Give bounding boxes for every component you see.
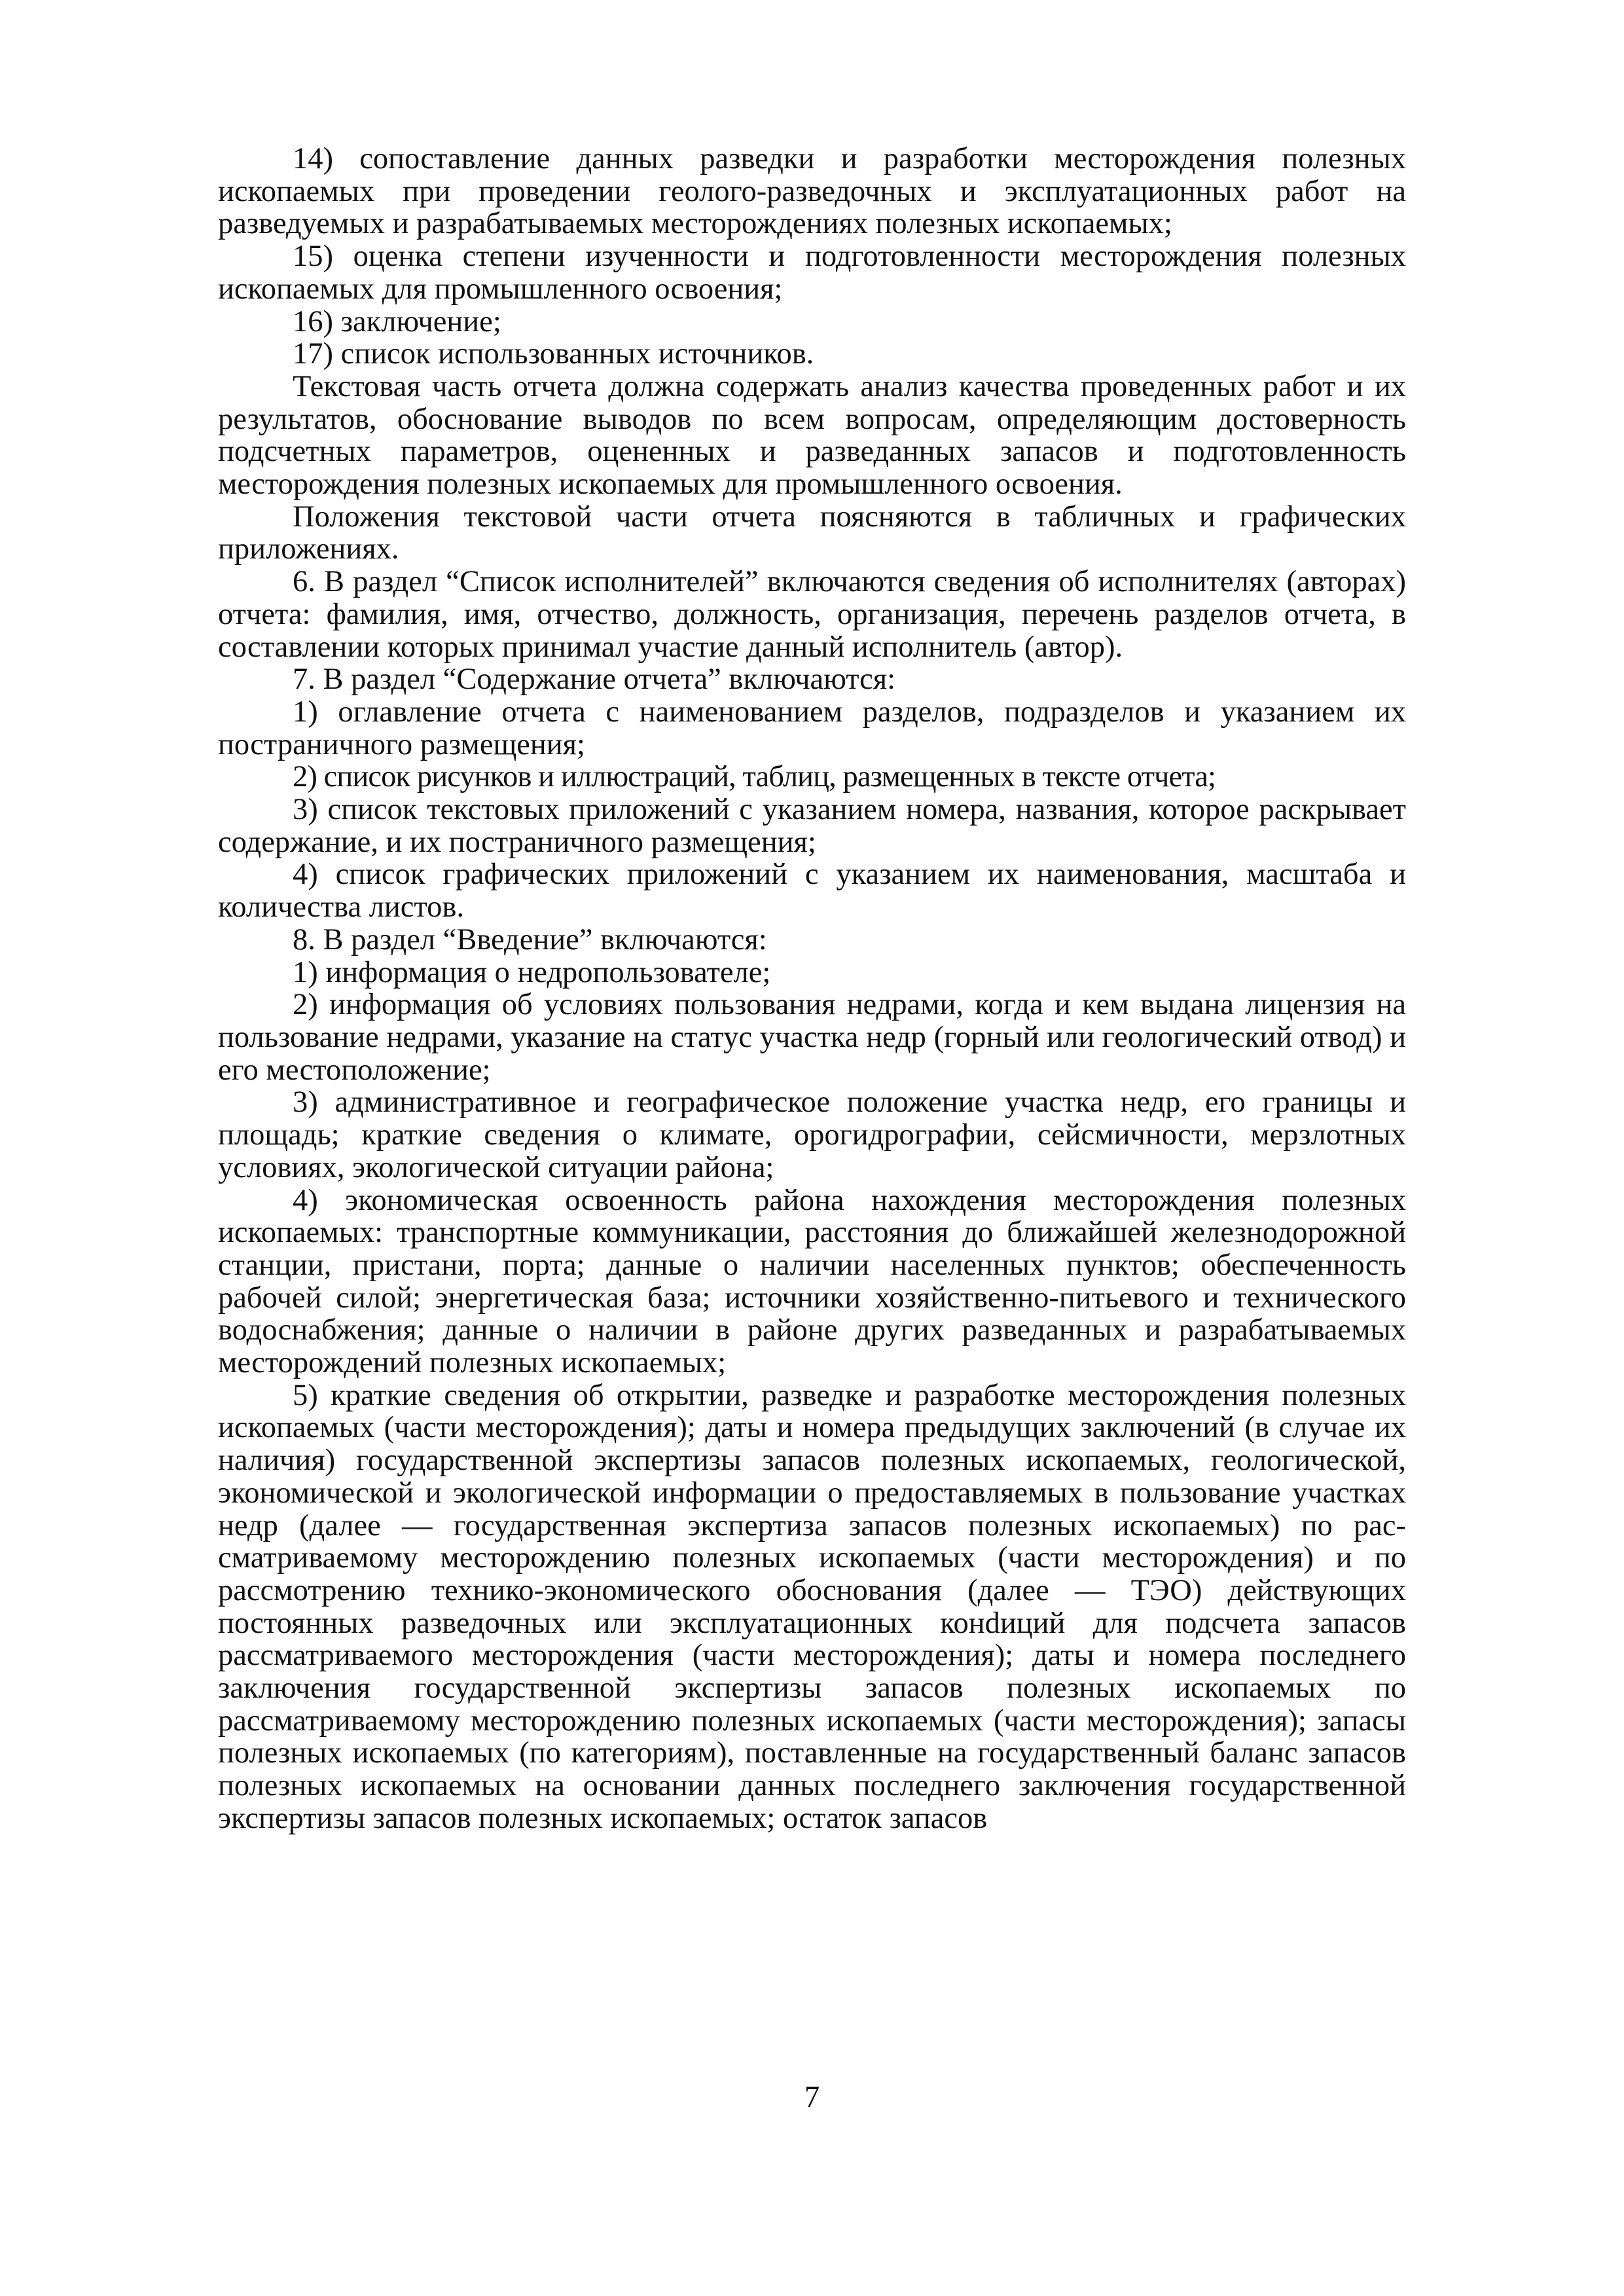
- paragraph-section-7-item-2: 2) список рисунков и иллюстраций, таблиц, размещенных в тексте отчета;: [293, 760, 1216, 794]
- paragraph-section-8-item-3: 3) административное и географическое положение участка недр, его границы и площадь; краткие сведения о климате, орогидрографии, сейсмичности, мерзлотных условиях, экологической ситуации района;: [218, 1085, 1406, 1184]
- paragraph-item-17: 17) список использованных источников.: [293, 337, 814, 371]
- paragraph-section-8-heading: 8. В раздел “Введение” включаются:: [293, 922, 767, 957]
- paragraph-section-8-item-2: 2) информация об условиях пользования недрами, когда и кем выдана лицензия на пользование недрами, указание на статус участка недр (горный или геологический отвод) и его местоположение;: [218, 988, 1406, 1087]
- paragraph-appendices: Положения текстовой части отчета поясняются в табличных и графических приложениях.: [218, 500, 1406, 566]
- paragraph-section-7-item-3: 3) список текстовых приложений с указанием номера, названия, которое раскрывает содержание, и их постраничного размещения;: [218, 793, 1406, 859]
- paragraph-section-8-item-1: 1) информация о недропользователе;: [293, 955, 771, 989]
- paragraph-section-7-item-1: 1) оглавление отчета с наименованием разделов, подразделов и указанием их постраничного размещения;: [218, 695, 1406, 761]
- paragraph-item-16: 16) заключение;: [293, 304, 501, 338]
- paragraph-item-15: 15) оценка степени изученности и подготовленности месторождения полезных ископаемых для промышленного освоения;: [218, 240, 1406, 306]
- paragraph-section-8-item-5: 5) краткие сведения об открытии, разведке и разработке месторождения полезных ископаемых (части месторождения); даты и номера предыдущих заключений (в случае их наличия) государственной экспертизы запасов полезных ископаемых, геологической, экономической и экологической информации о предоставляемых в пользование участках недр (далее — государственная экспертиза запасов полезных ископаемых) по рассматриваемому месторождению полезных ископаемых (части месторождения) и по рассмотрению технико-экономического обоснования (далее — ТЭО) действующих постоянных разведочных или эксплуатационных конdиций для подсчета запасов рассматриваемого месторождения (части месторождения); даты и номера последнего заключения государственной экспертизы запасов полезных ископаемых по рассматриваемому месторождению полезных ископаемых (части месторождения); запасы полезных ископаемых (по категориям), поставленные на государственный баланс запасов полезных ископаемых на основании данных последнего заключения государственной экспертизы запасов полезных ископаемых; остаток запасов: [218, 1378, 1406, 1835]
- paragraph-section-7-heading: 7. В раздел “Содержание отчета” включаются:: [293, 663, 896, 697]
- paragraph-section-6-authors: 6. В раздел “Список исполнителей” включаются сведения об исполнителях (авторах) отчета: фамилия, имя, отчество, должность, организация, перечень разделов отчета, в составлении которых принимал участие данный исполнитель (автор).: [218, 565, 1406, 664]
- paragraph-item-14: 14) сопоставление данных разведки и разработки месторождения полезных ископаемых при проведении геолого-разведочных и эксплуатационных работ на разведуемых и разрабатываемых месторождениях полезных ископаемых;: [218, 142, 1406, 241]
- paragraph-section-8-item-4: 4) экономическая освоенность района нахождения месторождения полезных ископаемых: транспортные коммуникации, расстояния до ближайшей железнодорожной станции, пристани, порта; данные о наличии населенных пунктов; обеспеченность рабочей силой; энергетическая база; источники хозяйственно-питьевого и технического водоснабжения; данные о наличии в районе других разведанных и разрабатываемых месторождений полезных ископаемых;: [218, 1183, 1406, 1380]
- page-number: 7: [804, 2081, 820, 2114]
- paragraph-section-7-item-4: 4) список графических приложений с указанием их наименования, масштаба и количества листов.: [218, 858, 1406, 924]
- document-page-body: [218, 143, 1406, 1835]
- paragraph-text-requirements: Текстовая часть отчета должна содержать анализ качества проведенных работ и их результатов, обоснование выводов по всем вопросам, определяющим достоверность подсчетных параметров, оцененных и разведанных запасов и подготовленность месторождения полезных ископаемых для промышленного освоения.: [218, 369, 1406, 501]
